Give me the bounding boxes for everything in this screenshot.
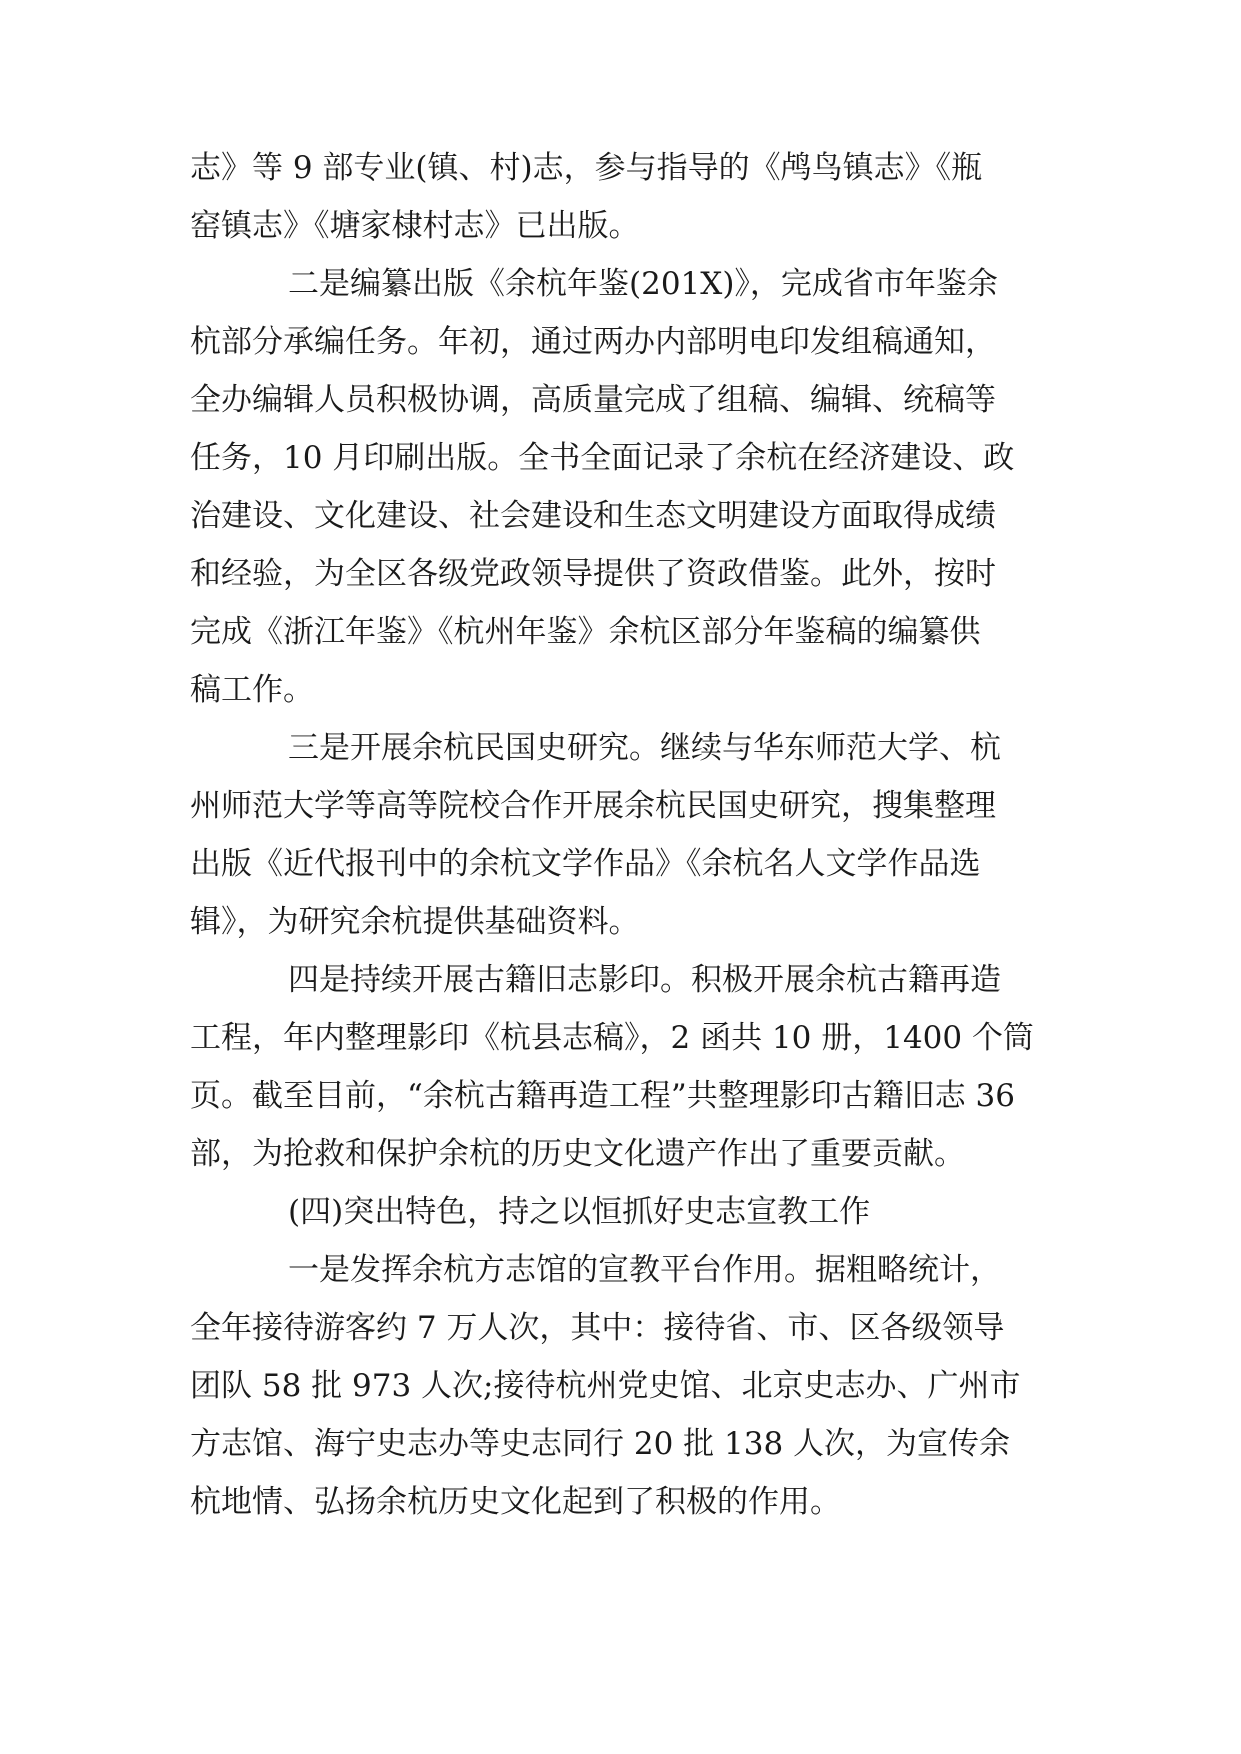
text-line: 稿工作。: [190, 672, 314, 708]
text-line: 杭地情、弘扬余杭历史文化起到了积极的作用。: [190, 1484, 841, 1520]
text-line: 州师范大学等高等院校合作开展余杭民国史研究，搜集整理: [190, 788, 996, 824]
text-line: 全年接待游客约 7 万人次，其中：接待省、市、区各级领导: [190, 1310, 1005, 1346]
text-line: 任务，10 月印刷出版。全书全面记录了余杭在经济建设、政: [190, 440, 1015, 476]
text-line: 杭部分承编任务。年初，通过两办内部明电印发组稿通知，: [190, 324, 996, 360]
paragraph-start-line: 四是持续开展古籍旧志影印。积极开展余杭古籍再造: [288, 962, 1001, 998]
text-line: 团队 58 批 973 人次;接待杭州党史馆、北京史志办、广州市: [190, 1368, 1021, 1404]
text-line: 工程，年内整理影印《杭县志稿》，2 函共 10 册，1400 个筒: [190, 1020, 1034, 1056]
text-line: 方志馆、海宁史志办等史志同行 20 批 138 人次，为宣传余: [190, 1426, 1011, 1462]
paragraph-start-line: 三是开展余杭民国史研究。继续与华东师范大学、杭: [288, 730, 1001, 766]
text-line: 页。截至目前，“余杭古籍再造工程”共整理影印古籍旧志 36: [190, 1078, 1015, 1114]
paragraph-start-line: 一是发挥余杭方志馆的宣教平台作用。据粗略统计，: [288, 1252, 1001, 1288]
text-line: 治建设、文化建设、社会建设和生态文明建设方面取得成绩: [190, 498, 996, 534]
text-line: 部，为抢救和保护余杭的历史文化遗产作出了重要贡献。: [190, 1136, 965, 1172]
text-line: 志》等 9 部专业(镇、村)志，参与指导的《鸬鸟镇志》《瓶: [190, 150, 983, 186]
text-line: 完成《浙江年鉴》《杭州年鉴》余杭区部分年鉴稿的编纂供: [190, 614, 981, 650]
paragraph-start-line: 二是编纂出版《余杭年鉴(201X)》，完成省市年鉴余: [288, 266, 998, 302]
text-line: 辑》，为研究余杭提供基础资料。: [190, 904, 640, 940]
text-line: 和经验，为全区各级党政领导提供了资政借鉴。此外，按时: [190, 556, 996, 592]
text-line: 全办编辑人员积极协调，高质量完成了组稿、编辑、统稿等: [190, 382, 996, 418]
text-line: 窑镇志》《塘家棣村志》已出版。: [190, 208, 640, 244]
section-heading: (四)突出特色，持之以恒抓好史志宣教工作: [288, 1194, 871, 1230]
text-line: 出版《近代报刊中的余杭文学作品》《余杭名人文学作品选: [190, 846, 981, 882]
